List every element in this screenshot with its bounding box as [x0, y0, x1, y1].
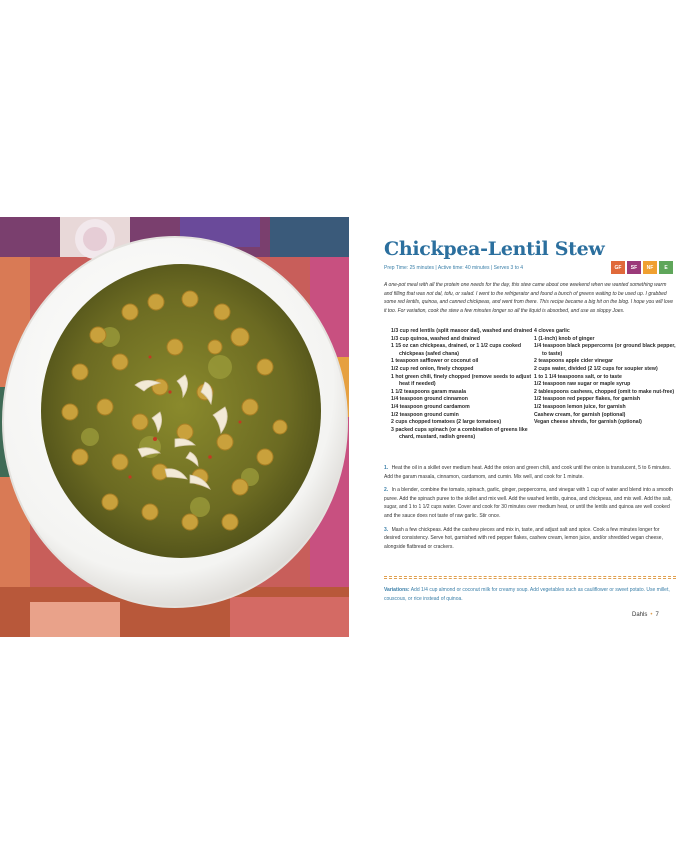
page-footer [632, 612, 659, 618]
recipe-meta: Prep Time: 25 minutes | Active time: 40 minutes | Serves 3 to 4 [384, 265, 524, 271]
ingredients-left-column [384, 328, 534, 442]
step-text: Mash a few chickpeas. Add the cashew pieces and mix in, taste, and adjust salt and spice. Cook a few minutes longer for desired consistency. Serve hot, garnished with red pepper flakes, cashew cream, lemon juice, and/or shredded vegan cheese, alongside flatbread or crackers. [384, 526, 663, 550]
diet-badges [611, 261, 673, 274]
ingredient-item: 2 teaspoons apple cider vinegar [534, 358, 613, 365]
recipe-title: Chickpea-Lentil Stew [384, 238, 605, 260]
instruction-step [384, 526, 676, 552]
step-text: Heat the oil in a skillet over medium heat. Add the onion and green chili, and cook until the onion is translucent, 5 to 6 minutes. Add the garam masala, cinnamon, cardamom, and cumin. Mix well, and cook for 1 minute. [384, 465, 671, 480]
page-number: 7 [655, 612, 659, 618]
ingredient-item: 1 15 oz can chickpeas, drained, or 1 1/2 cups cooked chickpeas (safed chana) [391, 343, 522, 357]
ingredient-item: 1/3 cup red lentils (split masoor dal), washed and drained [391, 328, 533, 334]
ingredient-item: 2 cups water, divided (2 1/2 cups for soupier stew) [534, 365, 658, 372]
instruction-step [384, 464, 676, 481]
ingredient-item: 3 packed cups spinach (or a combination of greens like chard, mustard, radish greens) [391, 426, 528, 441]
ingredient-item: 4 cloves garlic [534, 328, 570, 334]
ingredients-right-column [534, 328, 676, 442]
ingredients [384, 328, 676, 442]
stew-photo [0, 217, 349, 637]
ingredient-item: Cashew cream, for garnish (optional) [534, 411, 626, 418]
ingredient-item: Vegan cheese shreds, for garnish (optional) [534, 419, 642, 426]
variations-label: Variations: [384, 587, 410, 593]
ingredient-item: 1/4 teaspoon ground cardamom [391, 403, 470, 410]
recipe-page [370, 236, 677, 631]
dashed-divider [384, 576, 676, 579]
ingredient-item: 2 tablespoons cashews, chopped (omit to make nut-free) [534, 388, 675, 395]
ingredient-item: 1/2 cup red onion, finely chopped [391, 365, 474, 372]
variations-text: Add 1/4 cup almond or coconut milk for creamy soup. Add vegetables such as cauliflower or sweet potato. Use millet, couscous, or rice instead of quinoa. [384, 587, 670, 602]
ingredient-item: 1/4 teaspoon black peppercorns (or ground black pepper, to taste) [534, 343, 676, 357]
ingredient-item: 1 teaspoon safflower or coconut oil [391, 358, 479, 365]
step-text: In a blender, combine the tomato, spinach, garlic, ginger, peppercorns, and vinegar with 1 cup of water and blend into a smooth puree. Add the spinach puree to the skillet and mix well. Add the washed lentils, quinoa, and chickpeas, and mix well. Add the salt, sugar, and 1 to 1 1/2 cups water. Cover and cook for 30 minutes over medium heat, or until the lentils and quinoa are well cooked and the sauce does not taste of raw garlic. Stir once. [384, 487, 673, 519]
step-number: 1. [384, 465, 389, 471]
footer-separator: • [650, 612, 653, 618]
gluten-free-badge: GF [611, 261, 625, 274]
instructions [384, 464, 676, 556]
variations-note [384, 586, 676, 603]
ingredient-item: 1/2 teaspoon red pepper flakes, for garnish [534, 396, 641, 403]
ingredient-item: 2 cups chopped tomatoes (2 large tomatoes) [391, 419, 502, 426]
footer-section: Dahls [632, 612, 648, 618]
easy-badge: E [659, 261, 673, 274]
instruction-step [384, 486, 676, 520]
ingredient-item: 1 to 1 1/4 teaspoons salt, or to taste [534, 373, 622, 380]
ingredient-item: 1 1/2 teaspoons garam masala [391, 388, 466, 395]
nut-free-badge: NF [643, 261, 657, 274]
ingredient-item: 1 (1-inch) knob of ginger [534, 335, 595, 342]
step-number: 2. [384, 487, 389, 494]
ingredient-item: 1 hot green chili, finely chopped (remove seeds to adjust heat if needed) [391, 373, 532, 388]
ingredient-item: 1/3 cup quinoa, washed and drained [391, 335, 481, 342]
step-number: 3. [384, 526, 389, 533]
ingredient-item: 1/4 teaspoon ground cinnamon [391, 396, 468, 403]
ingredient-item: 1/2 teaspoon raw sugar or maple syrup [534, 381, 631, 388]
soy-free-badge: SF [627, 261, 641, 274]
ingredient-item: 1/2 teaspoon ground cumin [391, 411, 459, 418]
recipe-intro: A one-pot meal with all the protein one needs for the day, this stew came about one weekend when we wanted something warm and filling that was not dal, tofu, or salad. I went to the refrigerator and found a bunch of greens waiting to be used up. I grabbed some red lentils, quinoa, and canned chickpeas, and went from there. This recipe became a big hit on the blog. I hope you will love it too. For variation, cook the stew a few minutes longer so all the liquid is absorbed, and use as sloppy Joes. [384, 282, 674, 314]
ingredient-item: 1/2 teaspoon lemon juice, for garnish [534, 403, 626, 410]
